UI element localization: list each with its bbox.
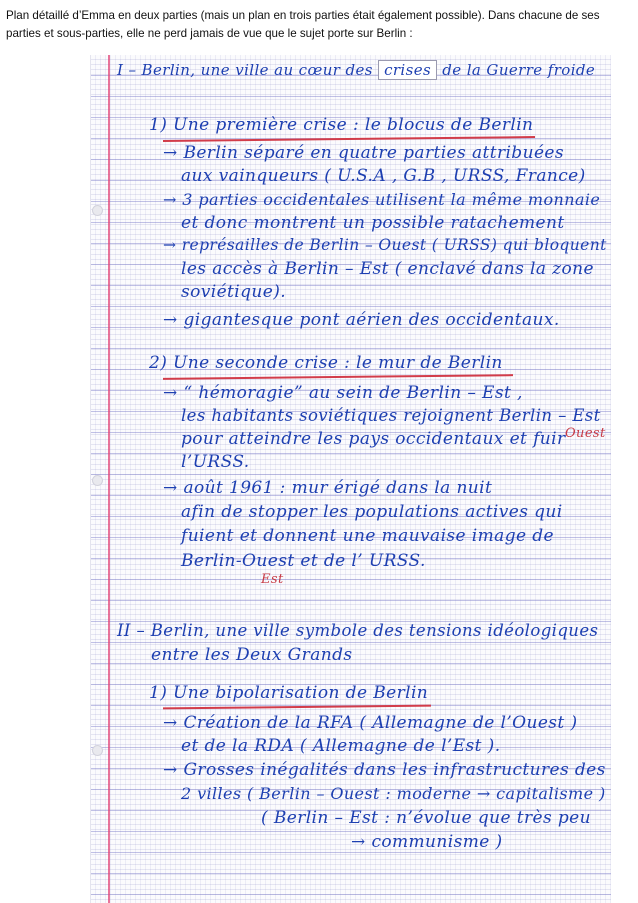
red-underline [163,705,431,710]
note-line: soviétique). [181,282,287,302]
note-line: aux vainqueurs ( U.S.A , G.B , URSS, France) [181,166,586,186]
part2-sub1-title: 1) Une bipolarisation de Berlin [149,683,429,703]
note-line: → représailles de Berlin – Ouest ( URSS) qui bloquent [163,236,607,254]
note-line: fuient et donnent une mauvaise image de [181,526,554,546]
part1-title-suffix: de la Guerre froide [442,61,596,79]
document-caption: Plan détaillé d’Emma en deux parties (mais un plan en trois parties était également possible). Dans chacune de ses parties et sous-parties, elle ne perd jamais de vue que le sujet porte sur Berlin : [6,9,600,40]
part1-sub1-title: 1) Une première crise : le blocus de Berlin [149,115,534,135]
part1-title [117,63,595,78]
note-line: les accès à Berlin – Est ( enclavé dans la zone [181,259,594,279]
part1-title-boxed-word: crises [378,60,437,80]
note-line: → Création de la RFA ( Allemagne de l’Ouest ) [163,713,578,733]
margin-line [108,55,110,903]
teacher-correction: Ouest [565,426,606,441]
note-line: → 3 parties occidentales utilisent la même monnaie [163,190,601,209]
part1-sub2-title: 2) Une seconde crise : le mur de Berlin [149,353,503,373]
note-line: → “ hémoragie” au sein de Berlin – Est , [163,383,523,403]
note-line: afin de stopper les populations actives qui [181,502,563,522]
red-underline [163,136,535,142]
part2-title-line1: II – Berlin, une ville symbole des tensions idéologiques [117,621,599,640]
note-line: → Grosses inégalités dans les infrastructures des [163,760,606,780]
note-line: 2 villes ( Berlin – Ouest : moderne → capitalisme ) [181,784,606,803]
handwritten-notes-sheet [91,55,611,903]
note-line: les habitants soviétiques rejoignent Berlin – Est [181,406,601,425]
note-line: l’URSS. [181,452,250,472]
binder-hole [92,745,103,756]
note-line: Berlin-Ouest et de l’ URSS. [181,551,426,571]
note-line: ( Berlin – Est : n’évolue que très peu [261,808,591,828]
note-line: et de la RDA ( Allemagne de l’Est ). [181,736,501,756]
part2-title-line2: entre les Deux Grands [151,645,353,665]
teacher-correction: Est [261,572,284,587]
red-underline [163,374,513,380]
binder-hole [92,475,103,486]
note-line: → août 1961 : mur érigé dans la nuit [163,478,493,498]
note-line: → gigantesque pont aérien des occidentaux. [163,310,560,330]
note-line: et donc montrent un possible ratachement [181,213,565,233]
binder-hole [92,205,103,216]
note-line: pour atteindre les pays occidentaux et fuir [181,429,566,449]
part1-title-prefix: I – Berlin, une ville au cœur des [117,61,373,79]
note-line: → Berlin séparé en quatre parties attribuées [163,143,564,163]
note-line: → communisme ) [351,832,503,852]
